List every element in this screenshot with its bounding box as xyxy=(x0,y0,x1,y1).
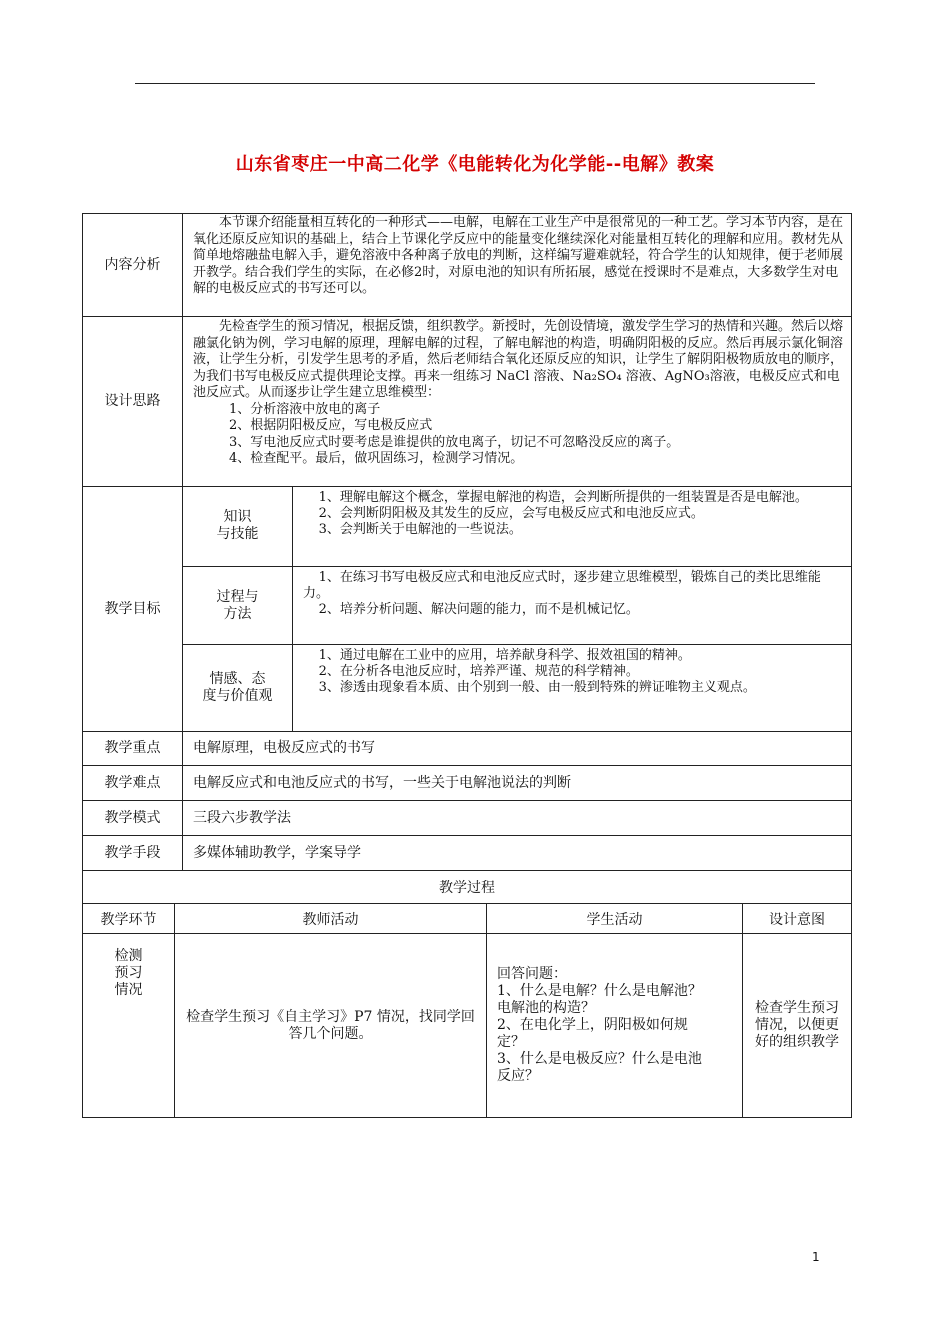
goal-emotion xyxy=(183,644,851,731)
process-row xyxy=(83,933,851,1117)
goal-emotion-label: 情感、态 度与价值观 xyxy=(183,645,293,731)
mode-row xyxy=(83,800,851,835)
difficulty-row xyxy=(83,765,851,800)
means-label: 教学手段 xyxy=(83,836,183,870)
goal-point: 1、理解电解这个概念，掌握电解池的构造，会判断所提供的一组装置是否是电解池。 xyxy=(318,490,808,505)
design-step: 4、检查配平。最后，做巩固练习，检测学习情况。 xyxy=(229,451,524,466)
goal-process-label: 过程与 方法 xyxy=(183,567,293,645)
means-text: 多媒体辅助教学，学案导学 xyxy=(193,844,361,861)
goal-point: 3、渗透由现象看本质、由个别到一般、由一般到特殊的辨证唯物主义观点。 xyxy=(318,680,756,696)
process-title: 教学过程 xyxy=(83,870,851,903)
content-analysis-label: 内容分析 xyxy=(83,214,183,316)
goal-point: 2、在分析各电池反应时，培养严谨、规范的科学精神。 xyxy=(318,664,639,680)
page-title: 山东省枣庄一中高二化学《电能转化为化学能--电解》教案 xyxy=(235,154,715,175)
header-rule xyxy=(135,83,815,84)
goals-row xyxy=(83,486,851,731)
difficulty-label: 教学难点 xyxy=(83,766,183,800)
process-teacher: 检查学生预习《自主学习》P7 情况，找同学回答几个问题。 xyxy=(175,934,487,1117)
process-stage: 检测 预习 情况 xyxy=(83,934,175,1117)
difficulty-text: 电解反应式和电池反应式的书写，一些关于电解池说法的判断 xyxy=(193,774,571,791)
design-step: 3、写电池反应式时要考虑是谁提供的放电离子，切记不可忽略没反应的离子。 xyxy=(229,434,680,450)
goal-knowledge xyxy=(183,487,851,566)
goals-label: 教学目标 xyxy=(83,487,183,731)
process-header: 教师活动 xyxy=(175,904,487,933)
design-step: 1、分析溶液中放电的离子 xyxy=(229,401,381,417)
key-point-text: 电解原理，电极反应式的书写 xyxy=(193,740,375,757)
content-analysis-row xyxy=(83,214,851,316)
key-point-label: 教学重点 xyxy=(83,732,183,765)
goal-point: 2、培养分析问题、解决问题的能力，而不是机械记忆。 xyxy=(318,601,639,617)
goal-process xyxy=(183,566,851,645)
page-number: 1 xyxy=(812,1250,820,1264)
mode-text: 三段六步教学法 xyxy=(193,809,291,826)
design-row xyxy=(83,316,851,486)
mode-label: 教学模式 xyxy=(83,801,183,835)
goal-knowledge-label: 知识 与技能 xyxy=(183,487,293,566)
goal-point: 2、会判断阴阳极及其发生的反应，会写电极反应式和电池反应式。 xyxy=(318,506,704,521)
process-student: 回答问题： 1、什么是电解？什么是电解池？电解池的构造？ 2、在电化学上，阴阳极如何规定？ 3、什么是电极反应？什么是电池反应？ xyxy=(487,934,743,1117)
goal-point: 3、会判断关于电解池的一些说法。 xyxy=(318,522,522,537)
design-step: 2、根据阴阳极反应，写电极反应式 xyxy=(229,418,433,433)
process-header: 教学环节 xyxy=(83,904,175,933)
process-header-row xyxy=(83,903,851,933)
key-point-row xyxy=(83,731,851,765)
process-header: 学生活动 xyxy=(487,904,743,933)
content-analysis-text: 本节课介绍能量相互转化的一种形式——电解，电解在工业生产中是很常见的一种工艺。学习本节内容，是在氧化还原反应知识的基础上，结合上节课化学反应中的能量变化继续深化对能量相互转化的理解和应用。教材先从简单地熔融盐电解入手，避免溶液中各种离子放电的判断，这样编写避难就轻，符合学生的认知规律，便于老师展开教学。结合我们学生的实际，在必修2时，对原电池的知识有所拓展，感觉在授课时不是难点，大多数学生对电解的电极反应式的书写还可以。 xyxy=(193,215,844,296)
process-header: 设计意图 xyxy=(769,911,825,928)
lesson-plan-table xyxy=(82,213,852,1118)
design-label: 设计思路 xyxy=(83,317,183,486)
means-row xyxy=(83,835,851,870)
process-intent: 检查学生预习情况，以便更好的组织教学 xyxy=(755,1000,839,1050)
goal-point: 1、通过电解在工业中的应用，培养献身科学、报效祖国的精神。 xyxy=(318,648,691,664)
goal-point: 1、在练习书写电极反应式和电池反应式时，逐步建立思维模型，锻炼自己的类比思维能力。 xyxy=(303,569,821,601)
design-text: 先检查学生的预习情况，根据反馈，组织教学。新授时，先创设情境，激发学生学习的热情和兴趣。然后以熔融氯化钠为例，学习电解的原理，理解电解的过程，了解电解池的构造，明确阴阳极的反应。然后再展示氯化铜溶液，让学生分析，引发学生思考的矛盾，然后老师结合氧化还原反应的知识，让学生了解阴阳极物质放电的顺序，为我们书写电极反应式提供理论支撑。再来一组练习 NaCl 溶液、Na₂SO₄ 溶液、AgNO₃溶液，电极反应式和电池反应式。从而逐步让学生建立思维模型： xyxy=(193,319,844,400)
